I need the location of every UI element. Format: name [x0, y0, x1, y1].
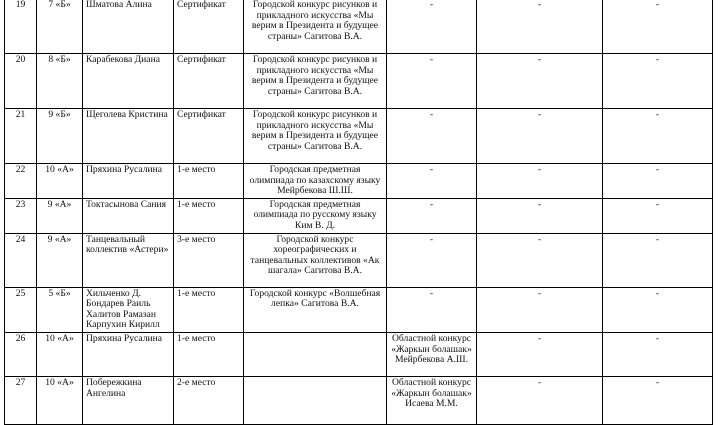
result-cell: Сертификат: [174, 0, 244, 54]
region-level-cell: -: [387, 54, 477, 109]
region-level-cell: -: [387, 287, 477, 332]
international-level-cell: -: [603, 332, 713, 376]
table-row: [5, 54, 713, 109]
result-cell: Сертификат: [174, 54, 244, 109]
republic-level-cell: -: [477, 54, 603, 109]
international-level-cell: -: [603, 198, 713, 233]
republic-level-cell: -: [477, 233, 603, 287]
region-level-cell: -: [387, 109, 477, 164]
participant-name: Побережкина Ангелина: [83, 376, 174, 424]
city-level-cell: Городская предметная олимпиада по казахскому языку Мейрбекова Ш.Ш.: [244, 164, 387, 199]
result-cell: 1-е место: [174, 164, 244, 199]
row-number: 24: [5, 233, 37, 287]
result-cell: 1-е место: [174, 287, 244, 332]
row-number: 22: [5, 164, 37, 199]
participant-name: Пряхина Русалина: [83, 164, 174, 199]
table-row: [5, 109, 713, 164]
city-level-cell: [244, 376, 387, 424]
republic-level-cell: -: [477, 0, 603, 54]
international-level-cell: -: [603, 376, 713, 424]
republic-level-cell: -: [477, 287, 603, 332]
result-cell: 1-е место: [174, 198, 244, 233]
row-number: 25: [5, 287, 37, 332]
republic-level-cell: -: [477, 109, 603, 164]
participant-name: Шматова Алина: [83, 0, 174, 54]
city-level-cell: Городской конкурс рисунков и прикладного искусства «Мы верим в Президента и будущее страны» Сагитова В.А.: [244, 0, 387, 54]
city-level-cell: Городской конкурс рисунков и прикладного искусства «Мы верим в Президента и будущее страны» Сагитова В.А.: [244, 54, 387, 109]
row-number: 27: [5, 376, 37, 424]
region-level-cell: -: [387, 233, 477, 287]
region-level-cell: -: [387, 164, 477, 199]
participant-name: Токтасынова Сания: [83, 198, 174, 233]
participant-name: Щеголева Кристина: [83, 109, 174, 164]
class-cell: 8 «Б»: [37, 54, 83, 109]
republic-level-cell: -: [477, 332, 603, 376]
class-cell: 10 «А»: [37, 376, 83, 424]
republic-level-cell: -: [477, 164, 603, 199]
international-level-cell: -: [603, 0, 713, 54]
row-number: 19: [5, 0, 37, 54]
achievements-table: [4, 0, 713, 425]
table-row: [5, 376, 713, 424]
participant-name: Танцевальный коллектив «Астери»: [83, 233, 174, 287]
international-level-cell: -: [603, 233, 713, 287]
result-cell: 1-е место: [174, 332, 244, 376]
city-level-cell: [244, 332, 387, 376]
table-row: [5, 332, 713, 376]
table-row: [5, 233, 713, 287]
city-level-cell: Городской конкурс «Волшебная лепка» Сагитова В.А.: [244, 287, 387, 332]
table-row: [5, 287, 713, 332]
row-number: 20: [5, 54, 37, 109]
participant-name: Пряхина Русалина: [83, 332, 174, 376]
region-level-cell: Областной конкурс «Жаркын болашак» Мейрбекова А.Ш.: [387, 332, 477, 376]
row-number: 23: [5, 198, 37, 233]
class-cell: 10 «А»: [37, 332, 83, 376]
class-cell: 9 «Б»: [37, 109, 83, 164]
result-cell: 3-е место: [174, 233, 244, 287]
result-cell: Сертификат: [174, 109, 244, 164]
class-cell: 9 «А»: [37, 233, 83, 287]
republic-level-cell: -: [477, 376, 603, 424]
international-level-cell: -: [603, 54, 713, 109]
table-row: [5, 198, 713, 233]
city-level-cell: Городская предметная олимпиада по русскому языку Ким В. Д.: [244, 198, 387, 233]
international-level-cell: -: [603, 109, 713, 164]
participant-name: Хильченко Д. Бондарев Раиль Халитов Рамазан Карпухин Кирилл: [83, 287, 174, 332]
class-cell: 9 «А»: [37, 198, 83, 233]
city-level-cell: Городской конкурс рисунков и прикладного искусства «Мы верим в Президента и будущее страны» Сагитова В.А.: [244, 109, 387, 164]
region-level-cell: Областной конкурс «Жаркын болашак» Исаева М.М.: [387, 376, 477, 424]
table-row: [5, 164, 713, 199]
result-cell: 2-е место: [174, 376, 244, 424]
class-cell: 7 «Б»: [37, 0, 83, 54]
class-cell: 10 «А»: [37, 164, 83, 199]
row-number: 26: [5, 332, 37, 376]
row-number: 21: [5, 109, 37, 164]
city-level-cell: Городской конкурс хореографических и танцевальных коллективов «Ак шагала» Сагитова В.А.: [244, 233, 387, 287]
class-cell: 5 «Б»: [37, 287, 83, 332]
international-level-cell: -: [603, 287, 713, 332]
table-row: [5, 0, 713, 54]
republic-level-cell: -: [477, 198, 603, 233]
international-level-cell: -: [603, 164, 713, 199]
region-level-cell: -: [387, 0, 477, 54]
region-level-cell: -: [387, 198, 477, 233]
participant-name: Карабекова Диана: [83, 54, 174, 109]
